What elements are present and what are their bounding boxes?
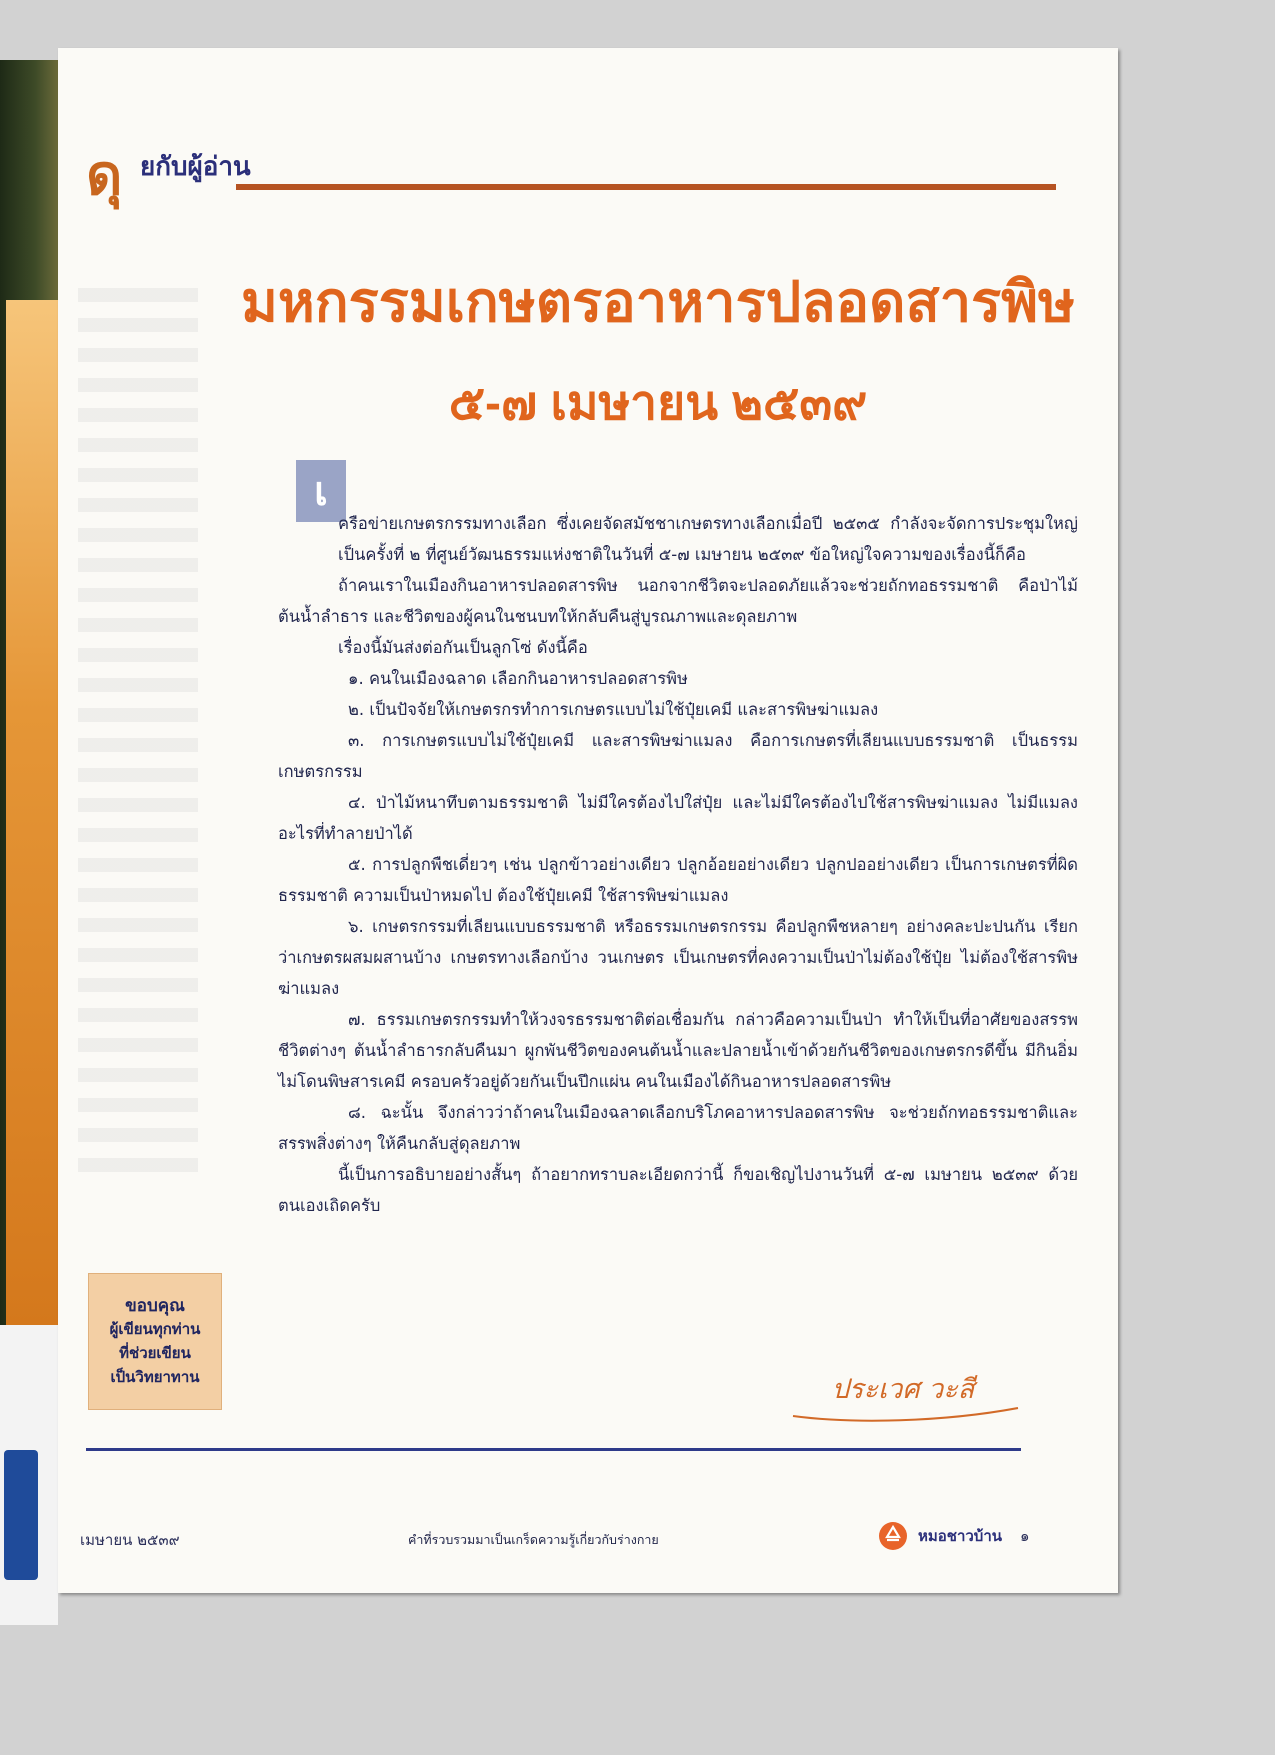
paragraph: เรื่องนี้มันส่งต่อกันเป็นลูกโซ่ ดังนี้คือ	[338, 638, 588, 657]
article-body	[278, 508, 1078, 1221]
footer-rule	[86, 1448, 1021, 1451]
list-item: ๓. การเกษตรแบบไม่ใช้ปุ๋ยเคมี และสารพิษฆ่าแมลง คือการเกษตรที่เลียนแบบธรรมชาติ เป็นธรรมเกษตรกรรม	[278, 731, 1078, 781]
thanks-line: เป็นวิทยาทาน	[110, 1368, 200, 1386]
signature	[773, 1368, 1033, 1428]
recycle-icon	[878, 1521, 908, 1551]
magazine-page	[58, 48, 1118, 1593]
section-label: ยกับผู้อ่าน	[140, 151, 251, 181]
page-number: ๑	[1020, 1527, 1030, 1545]
facing-page-orange	[6, 300, 58, 1330]
article-date: ๕-๗ เมษายน ๒๕๓๙	[448, 377, 868, 430]
article-title: มหกรรมเกษตรอาหารปลอดสารพิษ	[240, 270, 1076, 333]
list-item: ๘. ฉะนั้น จึงกล่าวว่าถ้าคนในเมืองฉลาดเลือกบริโภคอาหารปลอดสารพิษ จะช่วยถักทอธรรมชาติและสรรพสิ่งต่างๆ ให้คืนกลับสู่ดุลยภาพ	[278, 1103, 1078, 1153]
section-big-letter: ดุ	[86, 143, 123, 206]
list-item: ๖. เกษตรกรรมที่เลียนแบบธรรมชาติ หรือธรรมเกษตรกรรม คือปลูกพืชหลายๆ อย่างคละปะปนกัน เรียกว่าเกษตรผสมผสานบ้าง เกษตรทางเลือกบ้าง วนเกษตร เป็นเกษตรที่คงความเป็นป่าไม่ต้องใช้ปุ๋ย ไม่ต้องใช้สารพิษฆ่าแมลง	[278, 917, 1078, 998]
list-item: ๕. การปลูกพืชเดี่ยวๆ เช่น ปลูกข้าวอย่างเดียว ปลูกอ้อยอย่างเดียว ปลูกปออย่างเดียว เป็นการเกษตรที่ผิดธรรมชาติ ความเป็นป่าหมดไป ต้องใช้ปุ๋ยเคมี ใช้สารพิษฆ่าแมลง	[278, 855, 1078, 905]
thanks-line: ผู้เขียนทุกท่าน	[109, 1320, 201, 1338]
paragraph: ถ้าคนเราในเมืองกินอาหารปลอดสารพิษ นอกจากชีวิตจะปลอดภัยแล้วจะช่วยถักทอธรรมชาติ คือป่าไม้ ต้นน้ำลำธาร และชีวิตของผู้คนในชนบทให้กลับคืนสู่บูรณภาพและดุลยภาพ	[278, 576, 1078, 626]
section-header	[86, 140, 1066, 210]
list-item: ๑. คนในเมืองฉลาด เลือกกินอาหารปลอดสารพิษ	[348, 669, 688, 688]
drop-cap: เ	[296, 460, 346, 522]
signature-flourish	[773, 1368, 1033, 1428]
thanks-line: ขอบคุณ	[125, 1295, 185, 1315]
paragraph-intro: ครือข่ายเกษตรกรรมทางเลือก ซึ่งเคยจัดสมัชชาเกษตรทางเลือกเมื่อปี ๒๕๓๕ กำลังจะจัดการประชุมใหญ่เป็นครั้งที่ ๒ ที่ศูนย์วัฒนธรรมแห่งชาติในวันที่ ๕-๗ เมษายน ๒๕๓๙ ข้อใหญ่ใจความของเรื่องนี้ก็คือ	[338, 514, 1078, 564]
footer-caption: คำที่รวบรวมมาเป็นเกร็ดความรู้เกี่ยวกับร่างกาย	[408, 1532, 659, 1547]
show-through-text	[78, 288, 198, 1188]
list-item: ๔. ป่าไม้หนาทึบตามธรรมชาติ ไม่มีใครต้องไปใส่ปุ๋ย และไม่มีใครต้องไปใช้สารพิษฆ่าแมลง ไม่มีแมลงอะไรที่ทำลายป่าได้	[278, 793, 1078, 843]
footer-brand	[878, 1518, 1030, 1554]
list-item: ๒. เป็นปัจจัยให้เกษตรกรทำการเกษตรแบบไม่ใช้ปุ๋ยเคมี และสารพิษฆ่าแมลง	[348, 700, 879, 719]
facing-page-blue-mark	[4, 1450, 38, 1580]
footer-issue-date: เมษายน ๒๕๓๙	[80, 1531, 180, 1549]
magazine-name: หมอชาวบ้าน	[918, 1528, 1003, 1545]
header-rule	[236, 184, 1056, 190]
list-item: ๗. ธรรมเกษตรกรรมทำให้วงจรธรรมชาติต่อเชื่อมกัน กล่าวคือความเป็นป่า ทำให้เป็นที่อาศัยของสรรพชีวิตต่างๆ ต้นน้ำลำธารกลับคืนมา ผูกพันชีวิตของคนต้นน้ำและปลายน้ำเข้าด้วยกันชีวิตของเกษตรกรดีขึ้น มีกินอิ่ม ไม่โดนพิษสารเคมี ครอบครัวอยู่ด้วยกันเป็นปึกแผ่น คนในเมืองได้กินอาหารปลอดสารพิษ	[278, 1010, 1078, 1091]
signature-text: ประเวศ วะสี	[831, 1374, 975, 1405]
thanks-line: ที่ช่วยเขียน	[119, 1344, 191, 1362]
paragraph-closing: นี้เป็นการอธิบายอย่างสั้นๆ ถ้าอยากทราบละเอียดกว่านี้ ก็ขอเชิญไปงานวันที่ ๕-๗ เมษายน ๒๕๓๙ ด้วยตนเองเถิดครับ	[278, 1165, 1078, 1215]
thanks-box	[88, 1273, 222, 1410]
